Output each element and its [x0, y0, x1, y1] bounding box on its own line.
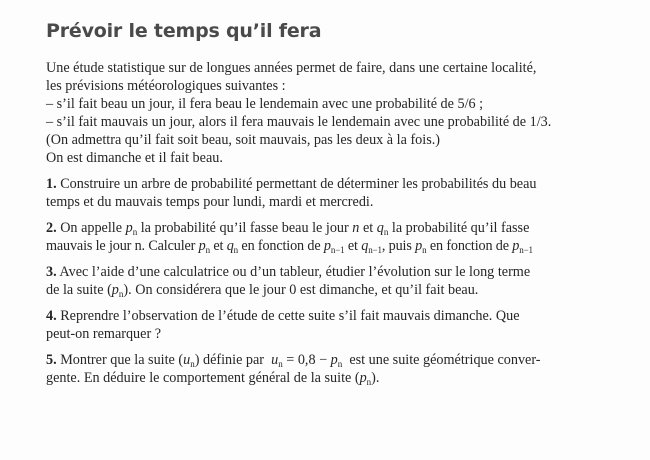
question-number: 1.: [46, 176, 57, 192]
math-expr: = 0,8 −: [282, 352, 331, 368]
question-text: Construire un arbre de probabilité permettant de déterminer les probabilités du beau: [60, 176, 537, 192]
math-sub: n: [132, 227, 138, 237]
text: gente. En déduire le comportement général de la suite (: [46, 370, 360, 386]
math-sub: n: [422, 245, 427, 255]
math-var: u: [183, 352, 191, 368]
question-4-line-2: peut-on remarquer ?: [46, 326, 162, 342]
math-sub: n: [366, 377, 372, 387]
question-5-line-2: [46, 369, 379, 387]
question-number: 2.: [46, 220, 57, 236]
math-var: q: [376, 220, 384, 236]
math-sub: n: [190, 359, 195, 369]
question-text: Avec l’aide d’une calculatrice ou d’un tableur, étudier l’évolution sur le long terme: [59, 264, 531, 280]
math-var: q: [226, 238, 234, 254]
text: ).: [371, 370, 380, 386]
question-4-line-1: [46, 307, 520, 325]
text: et: [213, 238, 224, 254]
question-number: 5.: [46, 352, 57, 368]
text: en fonction de: [241, 238, 321, 254]
question-2-line-2: [46, 237, 533, 255]
intro-line-6: On est dimanche et il fait beau.: [46, 150, 223, 166]
math-var: q: [361, 238, 369, 254]
text: mauvais le jour n. Calculer: [46, 238, 196, 254]
math-var: p: [323, 238, 331, 254]
math-sub: n: [205, 245, 210, 255]
math-sub: n−1: [330, 245, 345, 255]
text: et: [362, 220, 374, 236]
math-var: u: [271, 352, 279, 368]
question-1-line-2: temps et du mauvais temps pour lundi, mardi et mercredi.: [46, 194, 374, 210]
math-var: p: [415, 238, 423, 254]
question-1-line-1: [46, 175, 537, 193]
math-var: p: [512, 238, 520, 254]
text: On appelle: [60, 220, 123, 236]
question-2-line-1: [46, 219, 529, 237]
question-text: Reprendre l’observation de l’étude de cette suite s’il fait mauvais dimanche. Que: [60, 308, 520, 324]
math-var: p: [111, 282, 119, 298]
question-number: 3.: [46, 264, 57, 280]
text: est une suite géométrique conver-: [349, 352, 541, 368]
question-number: 4.: [46, 308, 57, 324]
text: et: [347, 238, 358, 254]
math-sub: n: [118, 289, 124, 299]
question-3-line-2: [46, 281, 478, 299]
text: , puis: [381, 238, 412, 254]
math-var: n: [352, 220, 360, 236]
math-sub: n: [278, 359, 283, 369]
text: ) définie par: [194, 352, 265, 368]
math-var: p: [330, 352, 338, 368]
math-var: p: [125, 220, 133, 236]
math-sub: n−1: [519, 245, 533, 255]
question-5-line-1: [46, 351, 541, 369]
text: la probabilité qu’il fasse beau le jour: [140, 220, 349, 236]
math-sub: n: [337, 359, 343, 369]
intro-line-5: (On admettra qu’il fait soit beau, soit mauvais, pas les deux à la fois.): [46, 132, 440, 148]
intro-line-4: – s’il fait mauvais un jour, alors il fera mauvais le lendemain avec une probabilité de 1/3.: [46, 114, 552, 130]
math-sub: n−1: [368, 245, 382, 255]
text: de la suite (: [46, 282, 112, 298]
page-title: Prévoir le temps qu’il fera: [46, 20, 322, 42]
text: Montrer que la suite (: [60, 352, 184, 368]
math-var: p: [359, 370, 367, 386]
math-sub: n: [383, 227, 389, 237]
math-sub: n: [233, 245, 239, 255]
intro-line-3: – s’il fait beau un jour, il fera beau le lendemain avec une probabilité de 5/6 ;: [46, 96, 484, 112]
intro-line-2: les prévisions météorologiques suivantes :: [46, 78, 286, 94]
intro-line-1: Une étude statistique sur de longues années permet de faire, dans une certaine localité,: [46, 60, 537, 76]
text: en fonction de: [429, 238, 509, 254]
text: la probabilité qu’il fasse: [391, 220, 530, 236]
text: ). On considérera que le jour 0 est dimanche, et qu’il fait beau.: [123, 282, 479, 298]
question-3-line-1: [46, 263, 530, 281]
math-var: p: [198, 238, 206, 254]
